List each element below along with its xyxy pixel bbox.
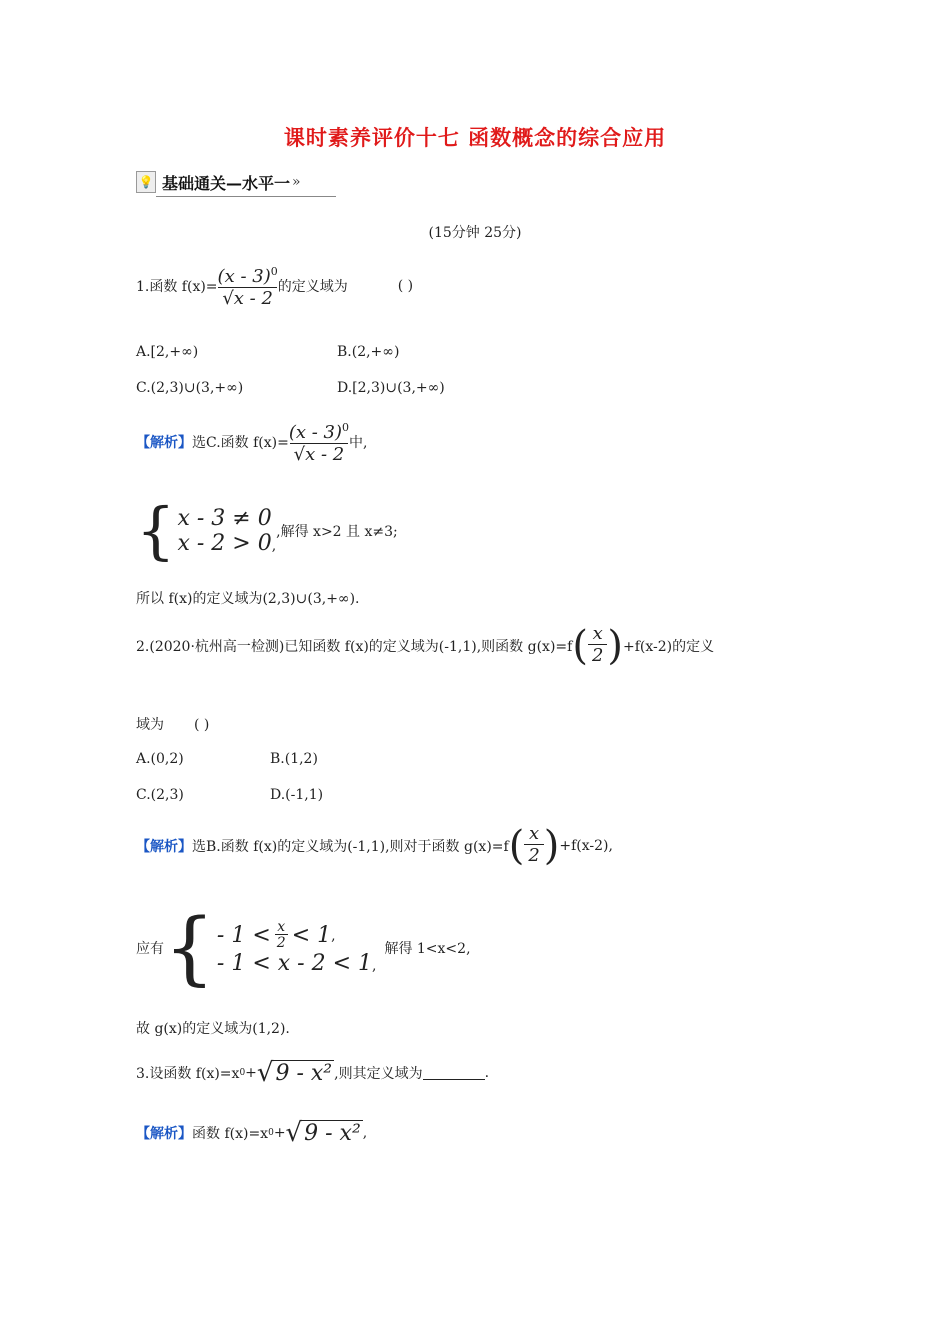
q2-stem-2: +f(x-2)的定义 [623, 638, 715, 655]
q1-option-a: A.[2,+∞) [136, 344, 199, 360]
a1-denominator: √x - 2 [290, 443, 349, 466]
page-title: 课时素养评价十七 函数概念的综合应用 [283, 126, 667, 150]
q2-stem-3: 域为 ( ) [136, 717, 210, 733]
section-title: 基础通关—水平一 [162, 173, 291, 193]
left-brace-icon: { [164, 901, 215, 994]
q1-numerator: (x - 3) [217, 266, 271, 287]
a2-solve-text: 解得 1<x<2, [384, 941, 471, 957]
analysis-2-text: 选B.函数 f(x)的定义域为(-1,1),则对于函数 g(x)=f [192, 838, 509, 855]
analysis-3-tag: 【解析】 [136, 1126, 192, 1142]
q1-stem-suffix: 的定义域为 [277, 279, 348, 295]
section-underline [156, 196, 336, 197]
q3-stem-2: ,则其定义域为 [334, 1066, 423, 1082]
q2-option-c: C.(2,3) [136, 787, 184, 803]
q2-fraction [588, 624, 607, 667]
q2-frac-num: x [592, 623, 603, 644]
analysis-1-tag: 【解析】 [136, 435, 192, 451]
a3-sqrt: √ 9 - x² [285, 1118, 361, 1148]
q2-answer-bracket: ( ) [194, 717, 210, 733]
analysis-2-tag: 【解析】 [136, 838, 192, 855]
q1-option-c: C.(2,3)∪(3,+∞) [136, 380, 244, 396]
q1-option-b: B.(2,+∞) [337, 344, 400, 360]
analysis-2: 【解析】 选B.函数 f(x)的定义域为(-1,1),则对于函数 g(x)=f ( $\frac{x}{2}$ ) +f(x-2), [136, 822, 613, 869]
double-chevron-icon: » [292, 174, 301, 190]
q3-sqrt: √ 9 - x² [256, 1058, 333, 1088]
time-info: (15分钟 25分) [428, 225, 522, 241]
a2-system-line-2: - 1 < x - 2 < 1, [216, 951, 377, 976]
a2-frac-den: 2 [524, 844, 543, 867]
a1-system-line-1: x - 3 ≠ 0 [177, 506, 272, 531]
q1-denominator: √x - 2 [218, 287, 277, 310]
analysis-3: 【解析】 函数 f(x)=x 0 + √ 9 - x² , [136, 1118, 368, 1148]
q2-stem-1: 2.(2020·杭州高一检测)已知函数 f(x)的定义域为(-1,1),则函数 g(x)=f [136, 638, 573, 655]
a1-exponent: 0 [342, 421, 350, 434]
q3-answer-blank [423, 1067, 485, 1080]
q3-exponent: 0 [239, 1068, 246, 1078]
q1-fraction [218, 262, 278, 310]
question-1 [136, 262, 413, 310]
a2-prefix: 应有 [136, 941, 164, 957]
a2-fraction [524, 824, 543, 867]
a1-conclusion: 所以 f(x)的定义域为(2,3)∪(3,+∞). [136, 591, 360, 607]
section-banner [136, 170, 301, 194]
lightbulb-icon: 💡 [136, 171, 156, 193]
q1-stem-prefix: 1.函数 f(x)= [136, 279, 218, 295]
q1-answer-bracket: ( ) [397, 278, 414, 294]
a1-solve-text: ,解得 x>2 且 x≠3; [276, 524, 398, 540]
a2-conclusion: 故 g(x)的定义域为(1,2). [136, 1021, 290, 1037]
a1-system [136, 494, 398, 567]
question-3: 3.设函数 f(x)=x 0 + √ 9 - x² ,则其定义域为 . [136, 1058, 490, 1088]
q2-frac-den: 2 [588, 644, 607, 667]
question-2: 2.(2020·杭州高一检测)已知函数 f(x)的定义域为(-1,1),则函数 g(x)=f ( $\frac{x}{2}$ ) +f(x-2)的定义 [136, 622, 715, 669]
a2-frac-num: x [528, 823, 540, 844]
a1-fraction [289, 418, 349, 466]
a1-system-line-2: x - 2 > 0, [177, 531, 277, 556]
q1-option-d: D.[2,3)∪(3,+∞) [337, 380, 445, 396]
q2-option-a: A.(0,2) [136, 751, 184, 767]
analysis-1-text-2: 中, [349, 435, 368, 451]
q2-option-d: D.(-1,1) [270, 787, 324, 803]
a1-numerator: (x - 3) [288, 422, 343, 443]
q2-option-b: B.(1,2) [270, 751, 318, 767]
q1-exponent: 0 [270, 265, 278, 278]
analysis-1 [136, 418, 368, 466]
a2-system [136, 901, 471, 994]
analysis-3-text: 函数 f(x)=x [192, 1126, 269, 1142]
analysis-1-text: 选C.函数 f(x)= [192, 435, 289, 451]
a2-system-line-1: - 1 < $\frac{x}{2}$ < 1 , [216, 919, 336, 951]
analysis-2-text-2: +f(x-2), [559, 837, 613, 854]
q3-stem-1: 3.设函数 f(x)=x [136, 1066, 240, 1082]
left-brace-icon: { [136, 494, 176, 567]
